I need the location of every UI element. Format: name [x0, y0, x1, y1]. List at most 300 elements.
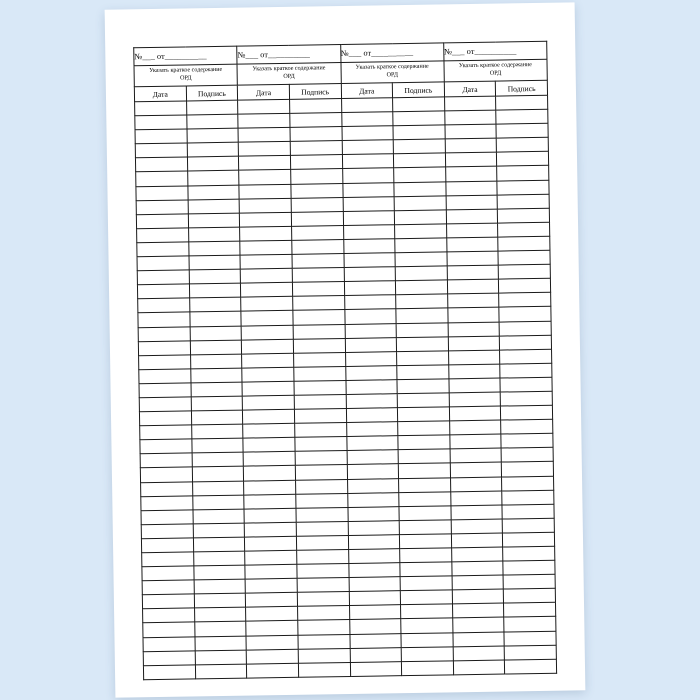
signature-cell[interactable]	[295, 451, 347, 466]
date-cell[interactable]	[139, 369, 191, 384]
date-cell[interactable]	[343, 210, 395, 225]
date-cell[interactable]	[141, 496, 193, 511]
signature-cell[interactable]	[399, 506, 451, 521]
signature-cell[interactable]	[401, 604, 453, 619]
signature-cell[interactable]	[294, 394, 346, 409]
date-cell[interactable]	[453, 646, 505, 661]
date-cell[interactable]	[241, 297, 293, 312]
date-cell[interactable]	[349, 633, 401, 648]
signature-cell[interactable]	[298, 620, 350, 635]
date-cell[interactable]	[246, 607, 298, 622]
signature-cell[interactable]	[502, 462, 554, 477]
signature-cell[interactable]	[501, 419, 553, 434]
signature-cell[interactable]	[397, 379, 449, 394]
date-cell[interactable]	[242, 395, 294, 410]
signature-cell[interactable]	[499, 264, 551, 279]
date-cell[interactable]	[350, 661, 402, 676]
date-cell[interactable]	[342, 182, 394, 197]
signature-cell[interactable]	[501, 405, 553, 420]
date-cell[interactable]	[136, 200, 188, 215]
date-cell[interactable]	[453, 632, 505, 647]
date-cell[interactable]	[345, 380, 397, 395]
date-cell[interactable]	[446, 195, 498, 210]
date-cell[interactable]	[450, 462, 502, 477]
date-cell[interactable]	[135, 157, 187, 172]
signature-cell[interactable]	[499, 307, 551, 322]
date-cell[interactable]	[449, 406, 501, 421]
signature-cell[interactable]	[192, 481, 244, 496]
date-cell[interactable]	[238, 99, 290, 114]
signature-cell[interactable]	[398, 435, 450, 450]
signature-cell[interactable]	[192, 438, 244, 453]
signature-cell[interactable]	[496, 95, 548, 110]
date-cell[interactable]	[445, 167, 497, 182]
signature-cell[interactable]	[398, 463, 450, 478]
date-cell[interactable]	[239, 184, 291, 199]
signature-cell[interactable]	[396, 294, 448, 309]
signature-cell[interactable]	[504, 617, 556, 632]
date-cell[interactable]	[137, 270, 189, 285]
date-cell[interactable]	[452, 618, 504, 633]
signature-cell[interactable]	[498, 250, 550, 265]
signature-cell[interactable]	[190, 326, 242, 341]
signature-cell[interactable]	[503, 560, 555, 575]
signature-cell[interactable]	[296, 493, 348, 508]
signature-cell[interactable]	[394, 196, 446, 211]
signature-cell[interactable]	[397, 365, 449, 380]
signature-cell[interactable]	[192, 495, 244, 510]
date-cell[interactable]	[141, 510, 193, 525]
signature-cell[interactable]	[503, 574, 555, 589]
signature-cell[interactable]	[396, 322, 448, 337]
signature-cell[interactable]	[188, 199, 240, 214]
date-cell[interactable]	[453, 660, 505, 675]
signature-cell[interactable]	[293, 296, 345, 311]
date-cell[interactable]	[447, 293, 499, 308]
signature-cell[interactable]	[400, 562, 452, 577]
date-cell[interactable]	[137, 242, 189, 257]
date-cell[interactable]	[452, 589, 504, 604]
signature-cell[interactable]	[191, 382, 243, 397]
date-cell[interactable]	[452, 575, 504, 590]
signature-cell[interactable]	[293, 352, 345, 367]
date-cell[interactable]	[445, 124, 497, 139]
signature-cell[interactable]	[396, 336, 448, 351]
date-cell[interactable]	[449, 378, 501, 393]
date-cell[interactable]	[345, 365, 397, 380]
signature-cell[interactable]	[292, 239, 344, 254]
signature-cell[interactable]	[192, 467, 244, 482]
date-cell[interactable]	[142, 580, 194, 595]
signature-cell[interactable]	[401, 646, 453, 661]
date-cell[interactable]	[346, 422, 398, 437]
date-cell[interactable]	[244, 480, 296, 495]
signature-cell[interactable]	[503, 518, 555, 533]
signature-cell[interactable]	[192, 452, 244, 467]
date-cell[interactable]	[342, 140, 394, 155]
date-cell[interactable]	[448, 307, 500, 322]
date-cell[interactable]	[241, 325, 293, 340]
date-cell[interactable]	[141, 524, 193, 539]
date-cell[interactable]	[143, 622, 195, 637]
signature-cell[interactable]	[189, 269, 241, 284]
date-cell[interactable]	[239, 156, 291, 171]
date-cell[interactable]	[139, 397, 191, 412]
date-cell[interactable]	[137, 228, 189, 243]
signature-cell[interactable]	[502, 504, 554, 519]
signature-cell[interactable]	[496, 109, 548, 124]
signature-cell[interactable]	[188, 227, 240, 242]
signature-cell[interactable]	[502, 490, 554, 505]
date-cell[interactable]	[342, 168, 394, 183]
date-cell[interactable]	[449, 392, 501, 407]
date-cell[interactable]	[451, 505, 503, 520]
signature-cell[interactable]	[499, 293, 551, 308]
signature-cell[interactable]	[193, 551, 245, 566]
date-cell[interactable]	[242, 367, 294, 382]
signature-cell[interactable]	[500, 349, 552, 364]
signature-cell[interactable]	[298, 662, 350, 677]
date-cell[interactable]	[245, 564, 297, 579]
date-cell[interactable]	[246, 593, 298, 608]
signature-cell[interactable]	[297, 549, 349, 564]
date-cell[interactable]	[344, 267, 396, 282]
date-cell[interactable]	[240, 268, 292, 283]
signature-cell[interactable]	[395, 238, 447, 253]
date-cell[interactable]	[138, 326, 190, 341]
signature-cell[interactable]	[401, 632, 453, 647]
signature-cell[interactable]	[394, 210, 446, 225]
date-cell[interactable]	[347, 450, 399, 465]
signature-cell[interactable]	[291, 225, 343, 240]
date-cell[interactable]	[142, 552, 194, 567]
date-cell[interactable]	[347, 492, 399, 507]
signature-cell[interactable]	[293, 338, 345, 353]
signature-cell[interactable]	[190, 354, 242, 369]
signature-cell[interactable]	[498, 236, 550, 251]
date-cell[interactable]	[447, 279, 499, 294]
date-cell[interactable]	[448, 322, 500, 337]
date-cell[interactable]	[238, 113, 290, 128]
signature-cell[interactable]	[190, 368, 242, 383]
date-cell[interactable]	[344, 281, 396, 296]
date-cell[interactable]	[343, 225, 395, 240]
signature-cell[interactable]	[400, 590, 452, 605]
date-cell[interactable]	[245, 550, 297, 565]
date-cell[interactable]	[240, 240, 292, 255]
signature-cell[interactable]	[505, 659, 557, 674]
signature-cell[interactable]	[399, 491, 451, 506]
signature-cell[interactable]	[297, 564, 349, 579]
signature-cell[interactable]	[498, 222, 550, 237]
signature-cell[interactable]	[189, 255, 241, 270]
date-cell[interactable]	[238, 142, 290, 157]
date-cell[interactable]	[342, 154, 394, 169]
signature-cell[interactable]	[191, 396, 243, 411]
date-cell[interactable]	[143, 665, 195, 680]
date-cell[interactable]	[137, 284, 189, 299]
date-cell[interactable]	[451, 547, 503, 562]
date-cell[interactable]	[450, 434, 502, 449]
date-cell[interactable]	[345, 337, 397, 352]
signature-cell[interactable]	[293, 310, 345, 325]
date-cell[interactable]	[243, 409, 295, 424]
signature-cell[interactable]	[500, 335, 552, 350]
date-cell[interactable]	[142, 594, 194, 609]
date-cell[interactable]	[136, 214, 188, 229]
signature-cell[interactable]	[501, 391, 553, 406]
date-cell[interactable]	[143, 608, 195, 623]
date-cell[interactable]	[136, 171, 188, 186]
signature-cell[interactable]	[505, 645, 557, 660]
signature-cell[interactable]	[497, 180, 549, 195]
date-cell[interactable]	[245, 578, 297, 593]
date-cell[interactable]	[344, 295, 396, 310]
date-cell[interactable]	[243, 423, 295, 438]
date-cell[interactable]	[446, 209, 498, 224]
date-cell[interactable]	[137, 256, 189, 271]
date-cell[interactable]	[139, 411, 191, 426]
signature-cell[interactable]	[189, 297, 241, 312]
signature-cell[interactable]	[193, 565, 245, 580]
signature-cell[interactable]	[500, 377, 552, 392]
date-cell[interactable]	[445, 138, 497, 153]
signature-cell[interactable]	[194, 593, 246, 608]
date-cell[interactable]	[447, 265, 499, 280]
date-cell[interactable]	[347, 506, 399, 521]
date-cell[interactable]	[245, 536, 297, 551]
date-cell[interactable]	[346, 394, 398, 409]
signature-cell[interactable]	[497, 152, 549, 167]
signature-cell[interactable]	[291, 211, 343, 226]
signature-cell[interactable]	[297, 606, 349, 621]
signature-cell[interactable]	[194, 622, 246, 637]
signature-cell[interactable]	[193, 523, 245, 538]
signature-cell[interactable]	[294, 366, 346, 381]
signature-cell[interactable]	[397, 393, 449, 408]
date-cell[interactable]	[240, 226, 292, 241]
signature-cell[interactable]	[289, 99, 341, 114]
date-cell[interactable]	[349, 619, 401, 634]
signature-cell[interactable]	[504, 589, 556, 604]
date-cell[interactable]	[341, 126, 393, 141]
date-cell[interactable]	[246, 621, 298, 636]
signature-cell[interactable]	[290, 141, 342, 156]
signature-cell[interactable]	[501, 448, 553, 463]
signature-cell[interactable]	[292, 268, 344, 283]
date-cell[interactable]	[142, 566, 194, 581]
signature-cell[interactable]	[498, 208, 550, 223]
date-cell[interactable]	[346, 408, 398, 423]
signature-cell[interactable]	[296, 535, 348, 550]
date-cell[interactable]	[347, 464, 399, 479]
date-cell[interactable]	[139, 355, 191, 370]
signature-cell[interactable]	[295, 437, 347, 452]
signature-cell[interactable]	[499, 321, 551, 336]
date-cell[interactable]	[343, 196, 395, 211]
date-cell[interactable]	[347, 478, 399, 493]
date-cell[interactable]	[143, 636, 195, 651]
signature-cell[interactable]	[291, 183, 343, 198]
date-cell[interactable]	[450, 477, 502, 492]
signature-cell[interactable]	[400, 576, 452, 591]
signature-cell[interactable]	[193, 509, 245, 524]
date-cell[interactable]	[239, 170, 291, 185]
date-cell[interactable]	[140, 425, 192, 440]
date-cell[interactable]	[240, 212, 292, 227]
date-cell[interactable]	[449, 420, 501, 435]
signature-cell[interactable]	[395, 224, 447, 239]
date-cell[interactable]	[450, 448, 502, 463]
signature-cell[interactable]	[188, 213, 240, 228]
date-cell[interactable]	[140, 453, 192, 468]
signature-cell[interactable]	[394, 167, 446, 182]
signature-cell[interactable]	[195, 650, 247, 665]
date-cell[interactable]	[448, 350, 500, 365]
signature-cell[interactable]	[295, 423, 347, 438]
date-cell[interactable]	[341, 98, 393, 113]
date-cell[interactable]	[452, 603, 504, 618]
signature-cell[interactable]	[292, 282, 344, 297]
signature-cell[interactable]	[394, 181, 446, 196]
signature-cell[interactable]	[504, 631, 556, 646]
date-cell[interactable]	[348, 520, 400, 535]
date-cell[interactable]	[140, 439, 192, 454]
date-cell[interactable]	[349, 577, 401, 592]
date-cell[interactable]	[238, 128, 290, 143]
date-cell[interactable]	[136, 186, 188, 201]
signature-cell[interactable]	[500, 363, 552, 378]
date-cell[interactable]	[447, 237, 499, 252]
signature-cell[interactable]	[195, 664, 247, 679]
date-cell[interactable]	[349, 591, 401, 606]
signature-cell[interactable]	[296, 521, 348, 536]
signature-cell[interactable]	[504, 603, 556, 618]
signature-cell[interactable]	[402, 661, 454, 676]
signature-cell[interactable]	[294, 380, 346, 395]
date-cell[interactable]	[445, 152, 497, 167]
signature-cell[interactable]	[291, 197, 343, 212]
signature-cell[interactable]	[298, 634, 350, 649]
signature-cell[interactable]	[502, 476, 554, 491]
date-cell[interactable]	[448, 336, 500, 351]
signature-cell[interactable]	[295, 465, 347, 480]
date-cell[interactable]	[135, 129, 187, 144]
signature-cell[interactable]	[398, 421, 450, 436]
signature-cell[interactable]	[190, 340, 242, 355]
signature-cell[interactable]	[188, 185, 240, 200]
signature-cell[interactable]	[291, 169, 343, 184]
signature-cell[interactable]	[188, 241, 240, 256]
date-cell[interactable]	[143, 651, 195, 666]
signature-cell[interactable]	[296, 507, 348, 522]
signature-cell[interactable]	[398, 407, 450, 422]
signature-cell[interactable]	[187, 171, 239, 186]
date-cell[interactable]	[341, 112, 393, 127]
date-cell[interactable]	[348, 563, 400, 578]
date-cell[interactable]	[247, 663, 299, 678]
signature-cell[interactable]	[293, 324, 345, 339]
date-cell[interactable]	[343, 253, 395, 268]
date-cell[interactable]	[243, 452, 295, 467]
date-cell[interactable]	[141, 481, 193, 496]
date-cell[interactable]	[343, 239, 395, 254]
signature-cell[interactable]	[497, 194, 549, 209]
date-cell[interactable]	[244, 466, 296, 481]
signature-cell[interactable]	[396, 280, 448, 295]
date-cell[interactable]	[444, 96, 496, 111]
signature-cell[interactable]	[290, 155, 342, 170]
signature-cell[interactable]	[191, 410, 243, 425]
signature-cell[interactable]	[297, 578, 349, 593]
date-cell[interactable]	[139, 383, 191, 398]
signature-cell[interactable]	[187, 157, 239, 172]
signature-cell[interactable]	[190, 312, 242, 327]
signature-cell[interactable]	[497, 138, 549, 153]
signature-cell[interactable]	[295, 479, 347, 494]
signature-cell[interactable]	[290, 113, 342, 128]
date-cell[interactable]	[344, 309, 396, 324]
date-cell[interactable]	[451, 533, 503, 548]
date-cell[interactable]	[242, 339, 294, 354]
date-cell[interactable]	[345, 323, 397, 338]
signature-cell[interactable]	[393, 97, 445, 112]
signature-cell[interactable]	[499, 278, 551, 293]
signature-cell[interactable]	[400, 548, 452, 563]
signature-cell[interactable]	[189, 283, 241, 298]
signature-cell[interactable]	[393, 111, 445, 126]
date-cell[interactable]	[138, 312, 190, 327]
date-cell[interactable]	[246, 649, 298, 664]
date-cell[interactable]	[246, 635, 298, 650]
signature-cell[interactable]	[497, 166, 549, 181]
signature-cell[interactable]	[397, 351, 449, 366]
date-cell[interactable]	[446, 181, 498, 196]
signature-cell[interactable]	[496, 123, 548, 138]
date-cell[interactable]	[240, 254, 292, 269]
signature-cell[interactable]	[195, 636, 247, 651]
signature-cell[interactable]	[503, 532, 555, 547]
date-cell[interactable]	[244, 494, 296, 509]
signature-cell[interactable]	[503, 546, 555, 561]
signature-cell[interactable]	[393, 139, 445, 154]
signature-cell[interactable]	[186, 100, 238, 115]
signature-cell[interactable]	[297, 592, 349, 607]
date-cell[interactable]	[345, 351, 397, 366]
date-cell[interactable]	[447, 251, 499, 266]
date-cell[interactable]	[244, 508, 296, 523]
signature-cell[interactable]	[191, 424, 243, 439]
date-cell[interactable]	[135, 101, 187, 116]
date-cell[interactable]	[348, 535, 400, 550]
date-cell[interactable]	[242, 381, 294, 396]
signature-cell[interactable]	[398, 449, 450, 464]
signature-cell[interactable]	[194, 579, 246, 594]
signature-cell[interactable]	[401, 618, 453, 633]
signature-cell[interactable]	[294, 409, 346, 424]
signature-cell[interactable]	[395, 266, 447, 281]
date-cell[interactable]	[239, 198, 291, 213]
signature-cell[interactable]	[396, 308, 448, 323]
signature-cell[interactable]	[292, 254, 344, 269]
date-cell[interactable]	[445, 110, 497, 125]
date-cell[interactable]	[141, 538, 193, 553]
signature-cell[interactable]	[194, 607, 246, 622]
signature-cell[interactable]	[298, 648, 350, 663]
signature-cell[interactable]	[290, 127, 342, 142]
date-cell[interactable]	[135, 143, 187, 158]
signature-cell[interactable]	[501, 433, 553, 448]
